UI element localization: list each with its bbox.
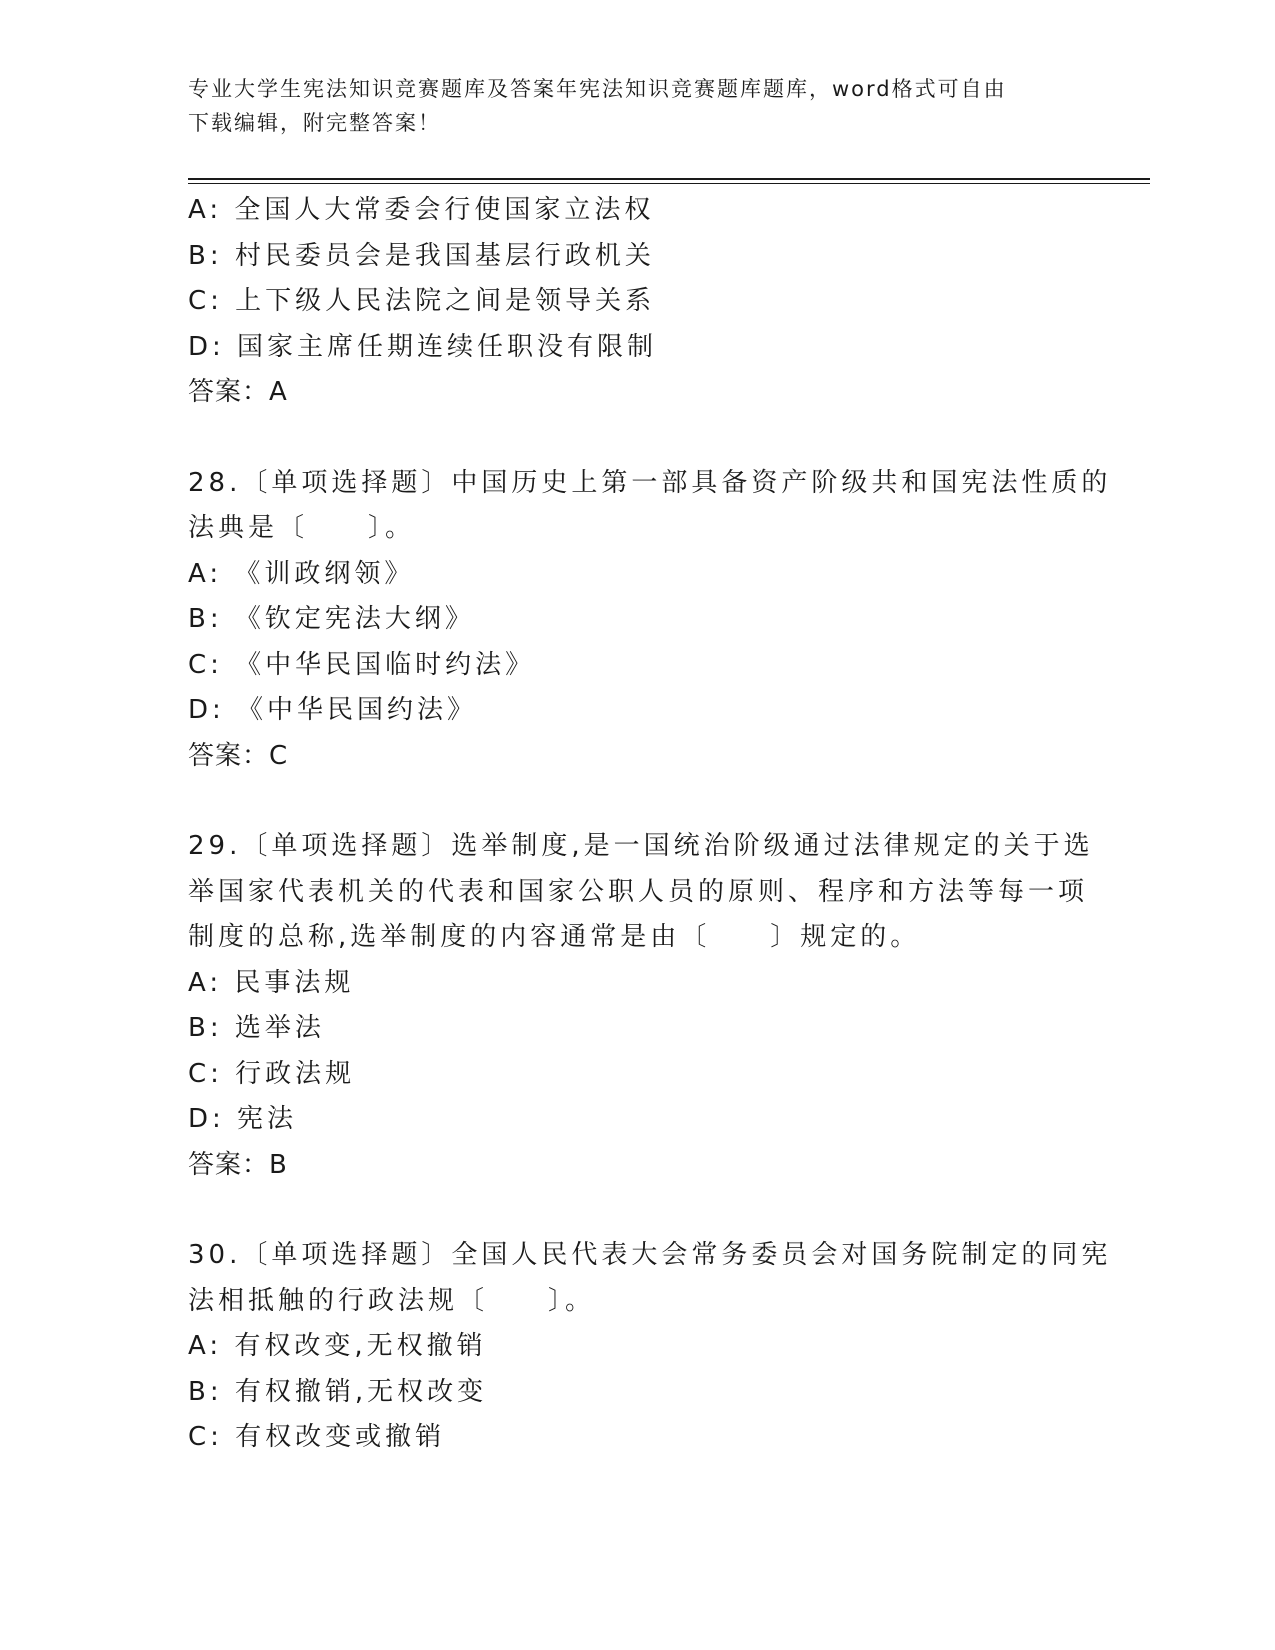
document-header: [188, 72, 1068, 140]
question-stem: 法典是〔 〕。: [188, 513, 416, 543]
option-a: A: 全国人大常委会行使国家立法权: [188, 195, 655, 225]
header-line-1: 专业大学生宪法知识竞赛题库及答案年宪法知识竞赛题库题库，word格式可自由: [188, 77, 1007, 101]
option-c: C: 《中华民国临时约法》: [188, 649, 536, 680]
question-stem: 30.〔单项选择题〕全国人民代表大会常务委员会对国务院制定的同宪: [188, 1240, 1112, 1270]
spacer: [188, 1188, 1088, 1233]
option-c: C: 有权改变或撤销: [188, 1422, 446, 1452]
question-stem: 法相抵触的行政法规〔 〕。: [188, 1285, 596, 1316]
question-stem: 制度的总称,选举制度的内容通常是由〔 〕规定的。: [188, 922, 921, 952]
answer: 答案：A: [188, 377, 288, 407]
header-divider-thick: [188, 178, 1150, 180]
option-c: C: 行政法规: [188, 1058, 356, 1089]
question-stem: 29.〔单项选择题〕选举制度,是一国统治阶级通过法律规定的关于选: [188, 831, 1094, 861]
header-divider-thin: [188, 183, 1150, 184]
question-29: [188, 824, 1094, 1188]
question-30: [188, 1233, 1112, 1461]
option-a: A: 《训政纲领》: [188, 558, 415, 589]
header-line-2: 下载编辑，附完整答案！: [188, 111, 441, 135]
option-b: B: 村民委员会是我国基层行政机关: [188, 240, 655, 271]
question-28: [188, 461, 1112, 780]
option-b: B: 《钦定宪法大纲》: [188, 604, 475, 634]
question-stem: 28.〔单项选择题〕中国历史上第一部具备资产阶级共和国宪法性质的: [188, 467, 1112, 498]
option-d: D: 宪法: [188, 1104, 298, 1134]
spacer: [188, 779, 1088, 824]
option-a: A: 民事法规: [188, 967, 355, 998]
option-d: D: 国家主席任期连续任职没有限制: [188, 331, 658, 362]
answer: 答案：C: [188, 740, 289, 771]
option-d: D: 《中华民国约法》: [188, 695, 478, 725]
answer: 答案：B: [188, 1149, 288, 1180]
option-b: B: 选举法: [188, 1013, 325, 1043]
option-c: C: 上下级人民法院之间是领导关系: [188, 286, 656, 316]
question-stem: 举国家代表机关的代表和国家公职人员的原则、程序和方法等每一项: [188, 876, 1089, 907]
question-list: [188, 188, 1112, 1461]
question-27: [188, 188, 1088, 416]
option-a: A: 有权改变,无权撤销: [188, 1331, 487, 1361]
option-b: B: 有权撤销,无权改变: [188, 1376, 488, 1407]
spacer: [188, 416, 1088, 461]
